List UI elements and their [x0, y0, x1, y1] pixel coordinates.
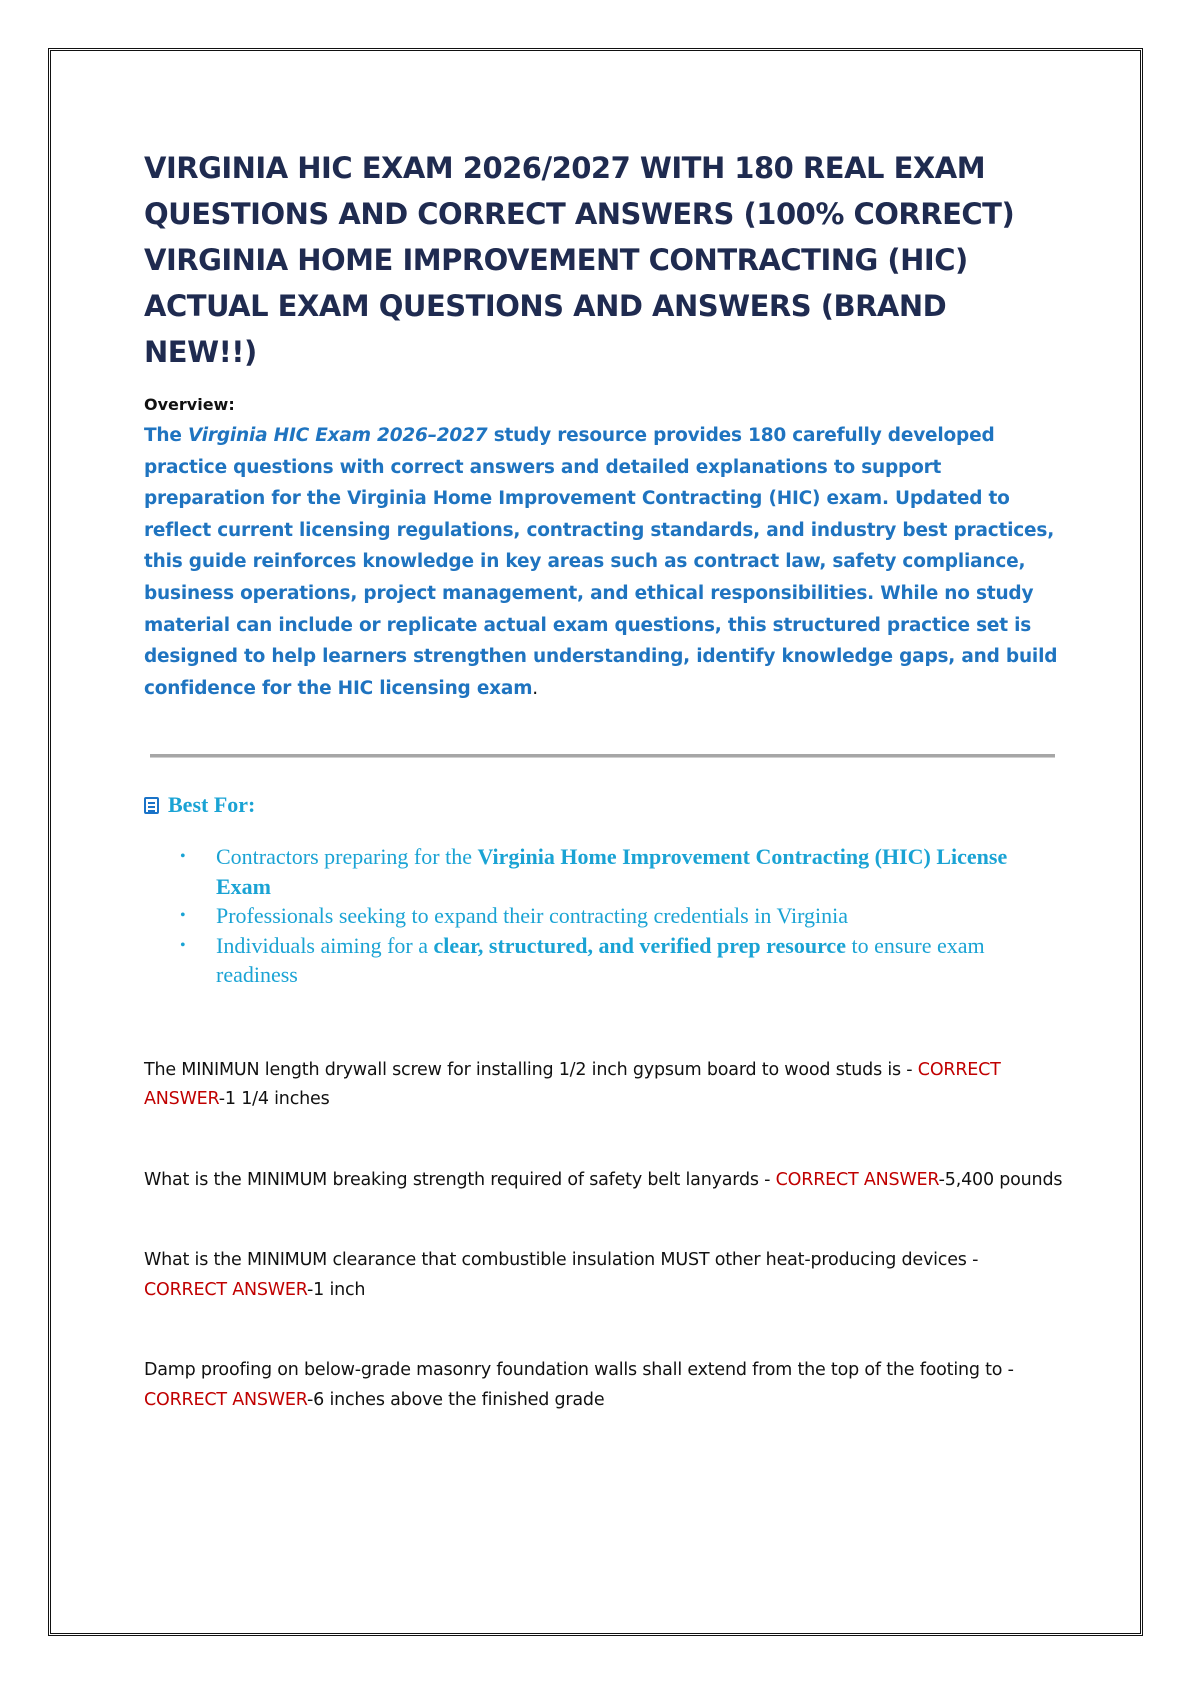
question-text: What is the MINIMUM clearance that combustible insulation MUST other heat-producing devices -: [144, 1250, 979, 1271]
question-text: Damp proofing on below-grade masonry foundation walls shall extend from the top of the footing to -: [144, 1360, 1014, 1381]
answer-text: -1 inch: [307, 1279, 366, 1300]
question-item: [144, 1246, 1064, 1305]
memo-icon: [144, 797, 159, 814]
best-for-list: [144, 842, 1016, 990]
overview-text-end: .: [532, 677, 538, 699]
list-item: [216, 931, 1016, 990]
correct-answer-label: CORRECT ANSWER: [144, 1279, 308, 1300]
answer-text: -1 1/4 inches: [218, 1089, 330, 1110]
correct-answer-label: CORRECT ANSWER: [144, 1059, 1001, 1110]
section-divider: [150, 754, 1055, 758]
list-item-text-end: to ensure exam readiness: [216, 932, 985, 988]
question-item: [144, 1166, 1064, 1196]
list-item-text: Contractors preparing for the: [216, 844, 478, 870]
list-item: [216, 901, 1016, 931]
question-item: [144, 1056, 1064, 1115]
correct-answer-label: CORRECT ANSWER: [144, 1389, 308, 1410]
list-item-text: Professionals seeking to expand their contracting credentials in Virginia: [216, 903, 849, 929]
answer-text: -5,400 pounds: [938, 1169, 1063, 1190]
overview-text-start: The: [144, 425, 188, 446]
overview-label: Overview:: [144, 395, 235, 414]
list-item-bold: clear, structured, and verified prep resource: [433, 932, 846, 958]
correct-answer-label: CORRECT ANSWER: [775, 1169, 939, 1190]
best-for-label: Best For:: [168, 792, 256, 818]
overview-text: [144, 420, 1064, 704]
list-item-bold: Virginia Home Improvement Contracting (HIC) License Exam: [216, 844, 1008, 899]
question-item: [144, 1356, 1064, 1415]
document-body: [144, 145, 1064, 1415]
list-item-text: Individuals aiming for a: [216, 932, 434, 958]
best-for-heading: [144, 790, 1064, 820]
overview-text-italic: Virginia HIC Exam 2026–2027: [187, 425, 488, 446]
question-text: The MINIMUN length drywall screw for installing 1/2 inch gypsum board to wood studs is -: [144, 1059, 918, 1080]
document-title: VIRGINIA HIC EXAM 2026/2027 WITH 180 REAL EXAM QUESTIONS AND CORRECT ANSWERS (100% CORRECT) VIRGINIA HOME IMPROVEMENT CONTRACTING (HIC) ACTUAL EXAM QUESTIONS AND ANSWERS (BRAND NEW!!): [144, 151, 1015, 369]
list-item: [216, 842, 1016, 901]
question-text: What is the MINIMUM breaking strength required of safety belt lanyards -: [144, 1169, 776, 1190]
answer-text: -6 inches above the finished grade: [307, 1389, 605, 1410]
overview-text-rest: study resource provides 180 carefully developed practice questions with correct answers and detailed explanations to support preparation for the Virginia Home Improvement Contracting (HIC) exam. Updated to reflect current licensing regulations, contracting standards, and industry best practices, this guide reinforces knowledge in key areas such as contract law, safety compliance, business operations, project management, and ethical responsibilities. While no study material can include or replicate actual exam questions, this structured practice set is designed to help learners strengthen understanding, identify knowledge gaps, and build confidence for the HIC licensing exam: [144, 425, 1058, 699]
